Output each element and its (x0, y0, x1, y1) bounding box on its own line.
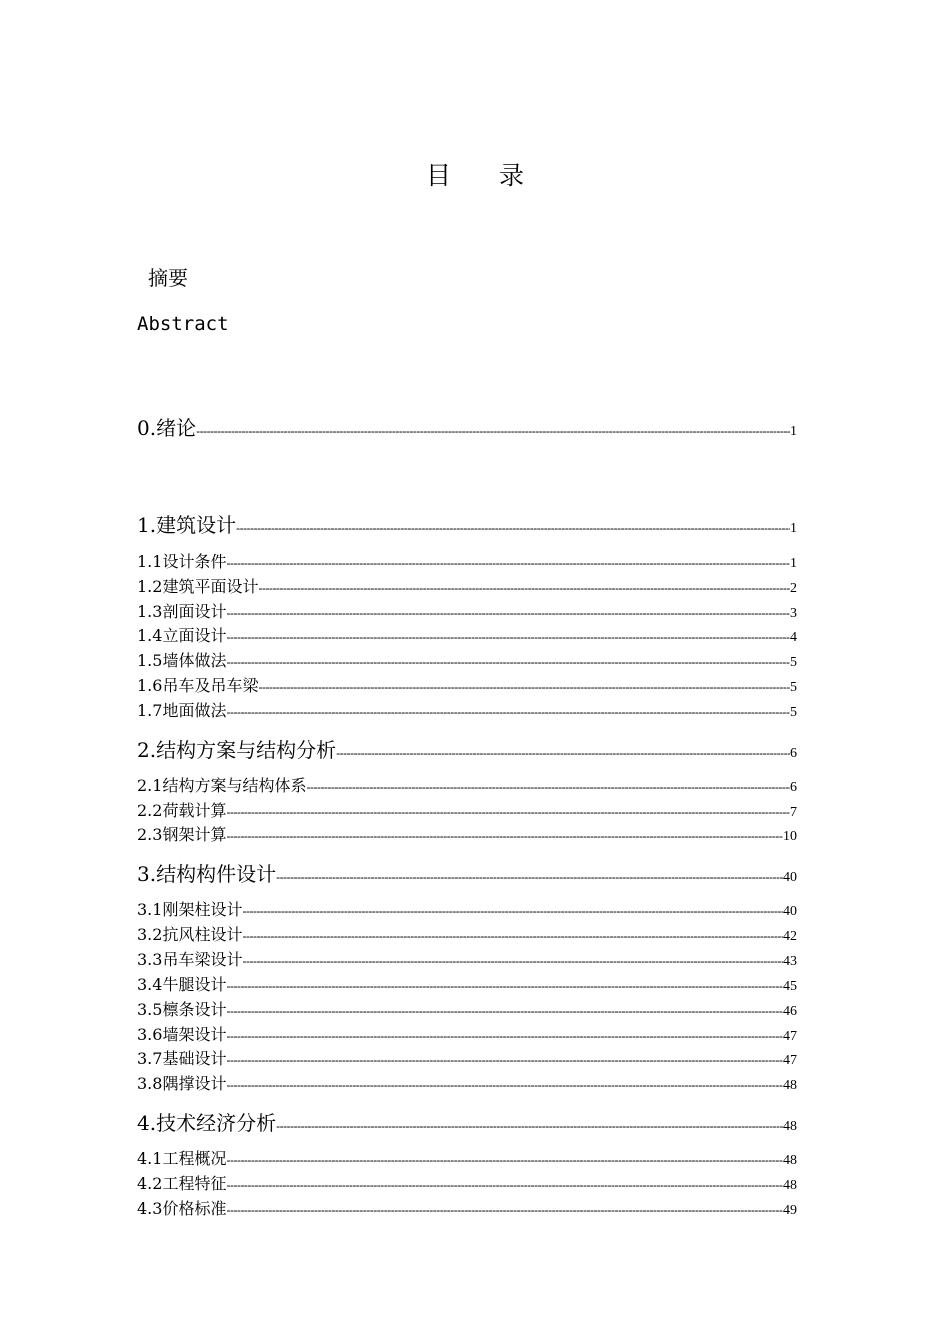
toc-entry[interactable] (137, 549, 797, 572)
toc-entry[interactable] (137, 822, 797, 845)
toc-entry-label: 1.3剖面设计 (137, 602, 227, 621)
toc-entry[interactable] (137, 623, 797, 646)
table-of-contents (137, 0, 797, 1344)
toc-entry[interactable] (137, 509, 797, 538)
toc-leader (276, 1119, 783, 1133)
toc-leader (226, 705, 790, 719)
toc-page-number: 1 (790, 556, 797, 571)
toc-entry-label: 3.5檩条设计 (137, 1000, 227, 1019)
toc-entry[interactable] (137, 574, 797, 597)
toc-entry-label: 1.1设计条件 (137, 552, 227, 571)
toc-entry[interactable] (137, 773, 797, 796)
toc-entry-label: 4.3价格标准 (137, 1199, 227, 1218)
toc-page-number: 48 (783, 1078, 797, 1093)
toc-entry[interactable] (137, 412, 797, 441)
toc-entry[interactable] (137, 897, 797, 920)
toc-entry-label: 3.8隅撑设计 (137, 1074, 227, 1093)
toc-entry-label: 3.6墙架设计 (137, 1025, 227, 1044)
toc-page-number: 40 (783, 870, 797, 885)
toc-entry[interactable] (137, 947, 797, 970)
toc-entry-label: 3.7基础设计 (137, 1049, 227, 1068)
toc-entry-label: 2.2荷载计算 (137, 801, 227, 820)
toc-page-number: 5 (790, 680, 797, 695)
toc-entry-label: 4.1工程概况 (137, 1149, 227, 1168)
toc-page-number: 45 (783, 979, 797, 994)
toc-leader (226, 1053, 783, 1067)
toc-page-number: 5 (790, 655, 797, 670)
toc-leader (226, 1078, 783, 1092)
toc-leader (242, 954, 783, 968)
toc-entry[interactable] (137, 798, 797, 821)
toc-entry[interactable] (137, 1022, 797, 1045)
toc-leader (258, 581, 790, 595)
toc-entry-label: 1.5墙体做法 (137, 651, 227, 670)
toc-entry[interactable] (137, 1071, 797, 1094)
toc-page-number: 40 (783, 904, 797, 919)
toc-entry-label: 4.2工程特征 (137, 1174, 227, 1193)
toc-page-number: 1 (790, 521, 797, 536)
toc-leader (226, 1203, 783, 1217)
title-right-char: 录 (499, 161, 525, 190)
toc-page-number: 10 (783, 829, 797, 844)
toc-entry[interactable] (137, 1196, 797, 1219)
toc-entry[interactable] (137, 922, 797, 945)
toc-page-number: 47 (783, 1053, 797, 1068)
toc-entry[interactable] (137, 698, 797, 721)
toc-leader (226, 606, 790, 620)
toc-page-number: 46 (783, 1004, 797, 1019)
toc-leader (242, 904, 783, 918)
toc-page-number: 6 (790, 746, 797, 761)
toc-leader (226, 1004, 783, 1018)
toc-entry-label: 3.3吊车梁设计 (137, 950, 243, 969)
toc-page-number: 6 (790, 780, 797, 795)
toc-page-number: 48 (783, 1153, 797, 1168)
abstract-cn-heading: 摘要 (148, 266, 188, 290)
toc-entry[interactable] (137, 599, 797, 622)
toc-entry-label: 1.2建筑平面设计 (137, 577, 259, 596)
toc-entry-label: 3.4牛腿设计 (137, 975, 227, 994)
toc-page-number: 1 (790, 424, 797, 439)
toc-leader (258, 680, 790, 694)
toc-leader (226, 979, 783, 993)
toc-page-number: 43 (783, 954, 797, 969)
toc-entry-label: 2.结构方案与结构分析 (137, 738, 337, 762)
toc-leader (226, 1153, 783, 1167)
toc-page-number: 48 (783, 1178, 797, 1193)
toc-leader (226, 630, 790, 644)
toc-entry-label: 1.建筑设计 (137, 513, 237, 537)
toc-entry-label: 1.7地面做法 (137, 701, 227, 720)
toc-leader (306, 780, 790, 794)
toc-leader (276, 870, 783, 884)
toc-leader (226, 829, 783, 843)
toc-leader (226, 655, 790, 669)
toc-entry-label: 1.4立面设计 (137, 626, 227, 645)
toc-page-number: 42 (783, 929, 797, 944)
toc-leader (226, 1178, 783, 1192)
toc-leader (226, 1029, 783, 1043)
toc-page-number: 4 (790, 630, 797, 645)
toc-leader (226, 556, 790, 570)
toc-entry-label: 3.1刚架柱设计 (137, 900, 243, 919)
toc-leader (196, 424, 790, 438)
toc-entry[interactable] (137, 1046, 797, 1069)
toc-entry-label: 0.绪论 (137, 416, 197, 440)
toc-entry[interactable] (137, 648, 797, 671)
toc-page-number: 48 (783, 1119, 797, 1134)
toc-entry[interactable] (137, 734, 797, 763)
toc-entry-label: 2.3钢架计算 (137, 825, 227, 844)
toc-entry-label: 3.结构构件设计 (137, 862, 277, 886)
toc-page-number: 5 (790, 705, 797, 720)
toc-leader (236, 521, 790, 535)
toc-entry-label: 1.6吊车及吊车梁 (137, 676, 259, 695)
toc-leader (226, 805, 790, 819)
toc-entry[interactable] (137, 997, 797, 1020)
toc-entry[interactable] (137, 1146, 797, 1169)
toc-page-number: 49 (783, 1203, 797, 1218)
toc-entry[interactable] (137, 972, 797, 995)
title-left-char: 目 (425, 161, 451, 190)
toc-entry-label: 4.技术经济分析 (137, 1111, 277, 1135)
abstract-en-heading: Abstract (137, 313, 229, 335)
toc-page-number: 7 (790, 805, 797, 820)
toc-entry-label: 3.2抗风柱设计 (137, 925, 243, 944)
toc-page-number: 47 (783, 1029, 797, 1044)
toc-leader (242, 929, 783, 943)
toc-leader (336, 746, 790, 760)
toc-page-number: 2 (790, 581, 797, 596)
toc-page-number: 3 (790, 606, 797, 621)
toc-entry[interactable] (137, 673, 797, 696)
toc-entry[interactable] (137, 1171, 797, 1194)
toc-entry[interactable] (137, 858, 797, 887)
toc-entry-label: 2.1结构方案与结构体系 (137, 776, 307, 795)
toc-entry[interactable] (137, 1107, 797, 1136)
